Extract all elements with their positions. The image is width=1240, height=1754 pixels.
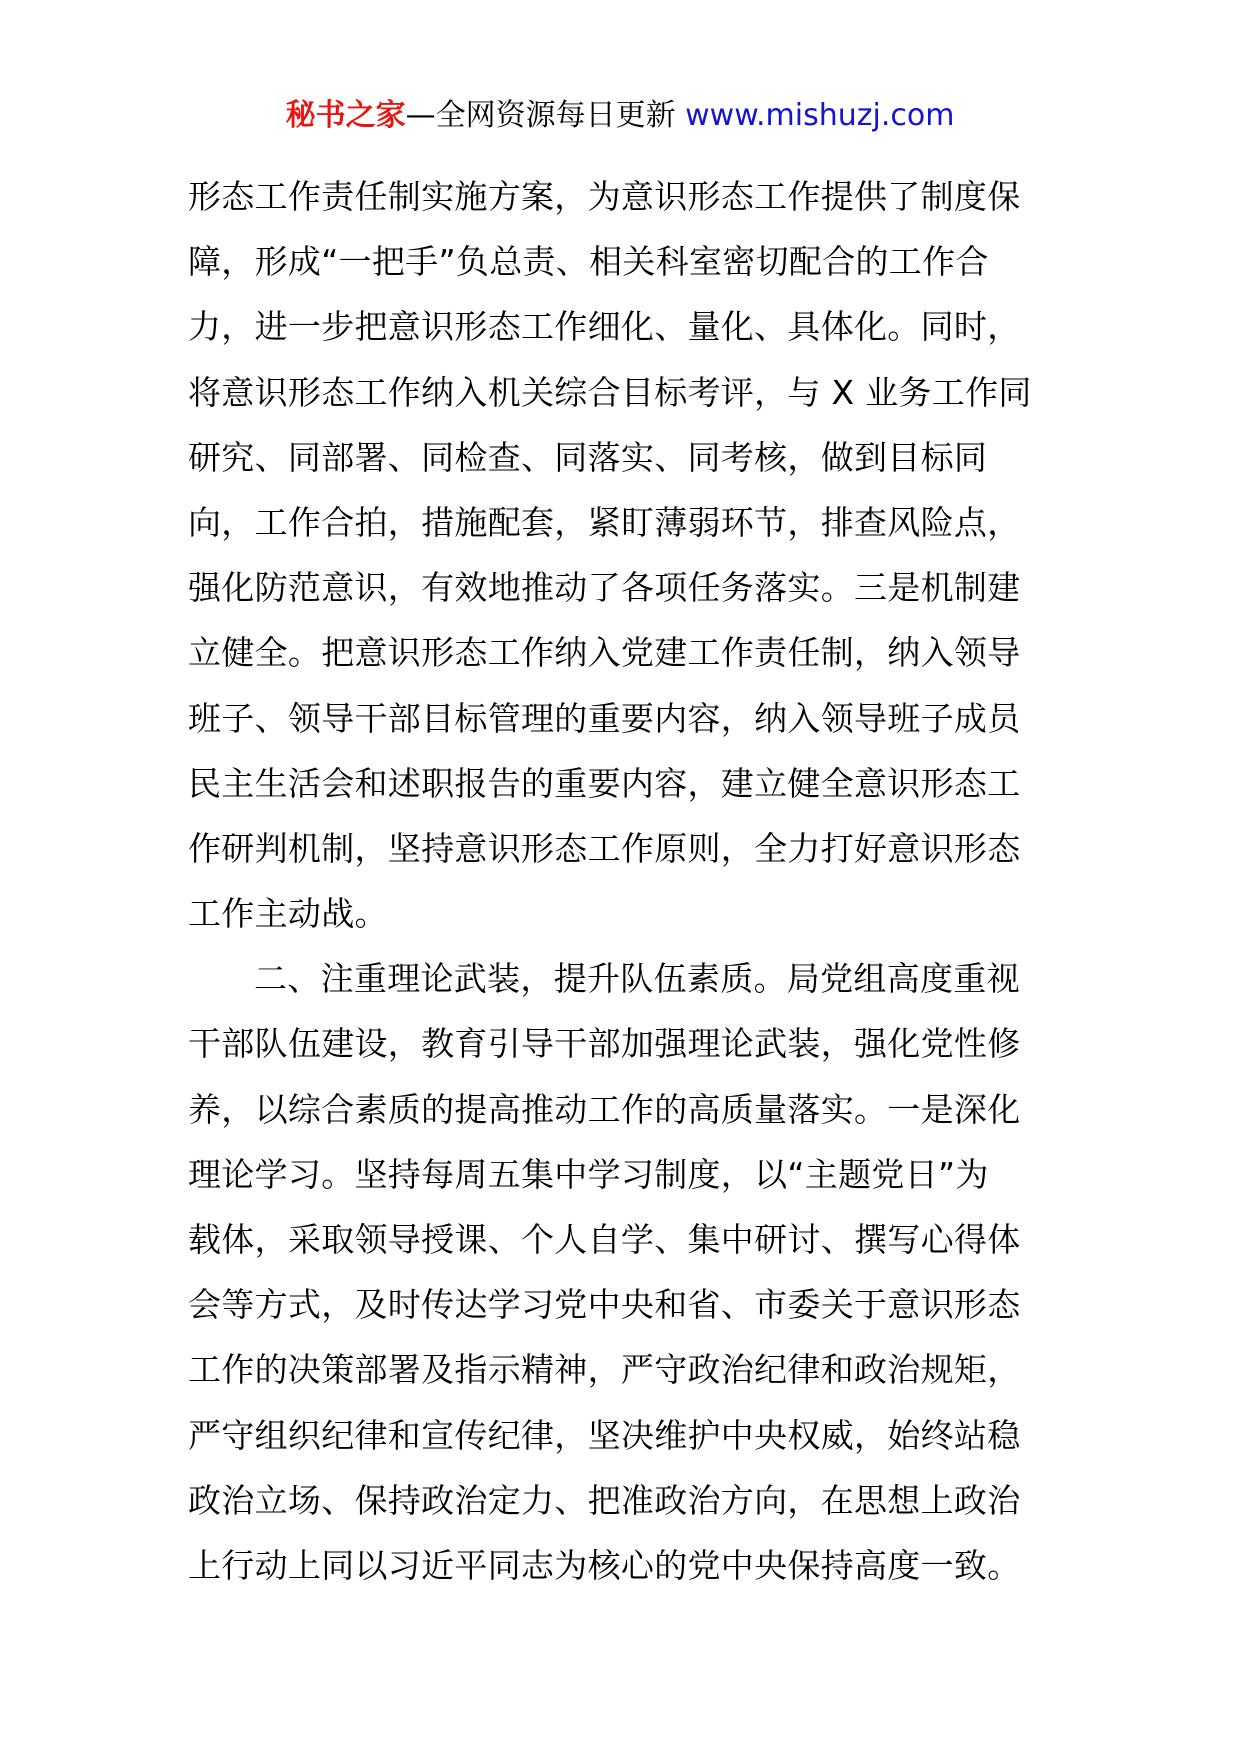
text-line: 立健全。把意识形态工作纳入党建工作责任制，纳入领导	[188, 633, 1021, 673]
text-line: 向，工作合拍，措施配套，紧盯薄弱环节，排查风险点，	[188, 502, 1021, 542]
page-header	[0, 96, 1240, 136]
text-line: 政治立场、保持政治定力、把准政治方向，在思想上政治	[188, 1480, 1021, 1520]
text-line: 理论学习。坚持每周五集中学习制度，以“主题党日”为	[188, 1154, 989, 1194]
document-body	[188, 164, 1068, 1598]
text-line: 载体，采取领导授课、个人自学、集中研讨、撰写心得体	[188, 1220, 1021, 1259]
text-line: 力，进一步把意识形态工作细化、量化、具体化。同时，	[188, 307, 1021, 347]
text-line: 障，形成“一把手”负总责、相关科室密切配合的工作合	[188, 242, 989, 282]
site-tagline: —全网资源每日更新	[405, 98, 686, 133]
text-line: 民主生活会和述职报告的重要内容，建立健全意识形态工	[188, 763, 1021, 803]
text-line: 上行动上同以习近平同志为核心的党中央保持高度一致。	[188, 1545, 1021, 1585]
text-line: 班子、领导干部目标管理的重要内容，纳入领导班子成员	[188, 698, 1021, 738]
text-line: 作研判机制，坚持意识形态工作原则，全力打好意识形态	[188, 828, 1021, 868]
text-line: 将意识形态工作纳入机关综合目标考评，与 X 业务工作同	[188, 372, 1032, 412]
text-line: 养，以综合素质的提高推动工作的高质量落实。一是深化	[188, 1089, 1021, 1129]
text-line: 工作的决策部署及指示精神，严守政治纪律和政治规矩，	[188, 1350, 1021, 1390]
text-line: 研究、同部署、同检查、同落实、同考核，做到目标同	[188, 437, 988, 477]
text-line: 强化防范意识，有效地推动了各项任务落实。三是机制建	[188, 568, 1021, 608]
text-line: 严守组织纪律和宣传纪律，坚决维护中央权威，始终站稳	[188, 1415, 1021, 1455]
text-line: 会等方式，及时传达学习党中央和省、市委关于意识形态	[188, 1285, 1021, 1325]
text-line: 工作主动战。	[188, 894, 388, 934]
paragraph-2	[188, 946, 1068, 1598]
paragraph-1	[188, 164, 1068, 946]
text-line: 二、注重理论武装，提升队伍素质。局党组高度重视	[254, 959, 1020, 999]
text-line: 干部队伍建设，教育引导干部加强理论武装，强化党性修	[188, 1024, 1021, 1064]
site-url: www.mishuzj.com	[685, 98, 955, 133]
site-brand: 秘书之家	[285, 98, 406, 133]
text-line: 形态工作责任制实施方案，为意识形态工作提供了制度保	[188, 177, 1021, 216]
